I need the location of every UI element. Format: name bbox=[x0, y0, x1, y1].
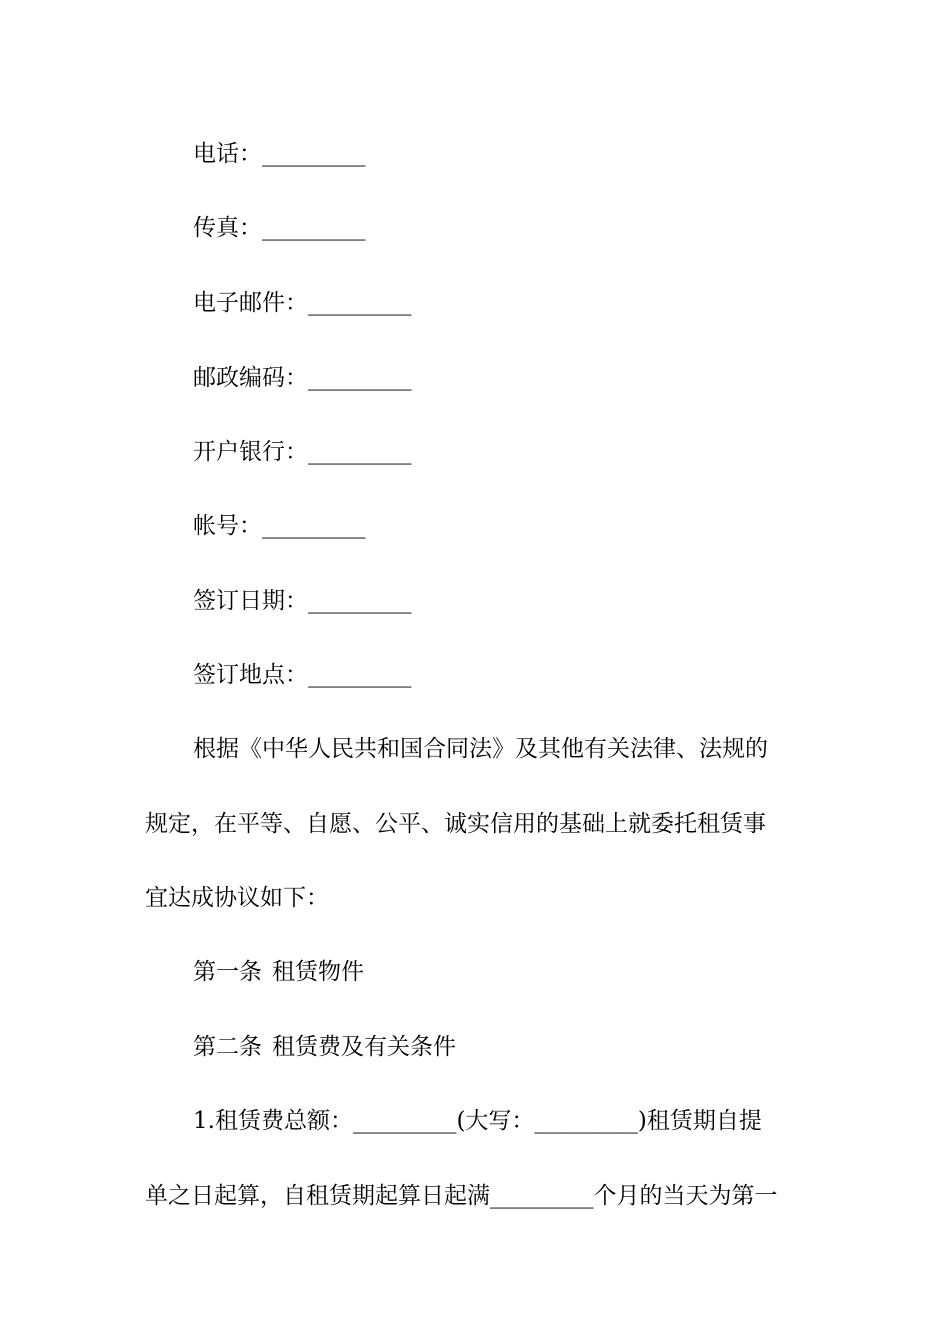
field-blank: _________ bbox=[308, 662, 412, 688]
field-label: 传真： bbox=[193, 215, 262, 241]
field-blank: _________ bbox=[308, 588, 412, 614]
field-label: 帐号： bbox=[193, 513, 262, 539]
field-blank: _________ bbox=[308, 439, 412, 465]
intro-paragraph-line-3: 宜达成协议如下： bbox=[145, 885, 329, 911]
field-email bbox=[193, 288, 809, 318]
intro-paragraph-line-2: 规定，在平等、自愿、公平、诚实信用的基础上就委托租赁事 bbox=[145, 811, 766, 837]
field-label: 签订日期： bbox=[193, 588, 308, 614]
field-bank bbox=[193, 437, 809, 467]
article-number: 第一条 bbox=[193, 959, 262, 985]
field-label: 电话： bbox=[193, 141, 262, 167]
field-postcode bbox=[193, 363, 809, 393]
clause-1-line-2: 单之日起算，自租赁期起算日起满_________个月的当天为第一 bbox=[145, 1183, 778, 1209]
field-label: 邮政编码： bbox=[193, 365, 308, 391]
field-blank: _________ bbox=[308, 290, 412, 316]
article-1-heading bbox=[193, 957, 809, 987]
field-sign-place bbox=[193, 660, 809, 690]
article-title: 租赁物件 bbox=[272, 959, 364, 985]
field-account bbox=[193, 511, 809, 541]
field-label: 开户银行： bbox=[193, 439, 308, 465]
field-sign-date bbox=[193, 586, 809, 616]
field-blank: _________ bbox=[262, 215, 366, 241]
field-blank: _________ bbox=[262, 513, 366, 539]
field-blank: _________ bbox=[262, 141, 366, 167]
field-fax bbox=[193, 213, 809, 243]
article-title: 租赁费及有关条件 bbox=[272, 1034, 456, 1060]
article-number: 第二条 bbox=[193, 1034, 262, 1060]
field-blank: _________ bbox=[308, 365, 412, 391]
article-2-heading bbox=[193, 1032, 809, 1062]
field-phone bbox=[193, 139, 809, 169]
field-label: 电子邮件： bbox=[193, 290, 308, 316]
field-label: 签订地点： bbox=[193, 662, 308, 688]
intro-paragraph-line-1: 根据《中华人民共和国合同法》及其他有关法律、法规的 bbox=[193, 736, 768, 762]
clause-1-line-1: 1.租赁费总额：_________(大写：_________)租赁期自提 bbox=[193, 1108, 762, 1134]
